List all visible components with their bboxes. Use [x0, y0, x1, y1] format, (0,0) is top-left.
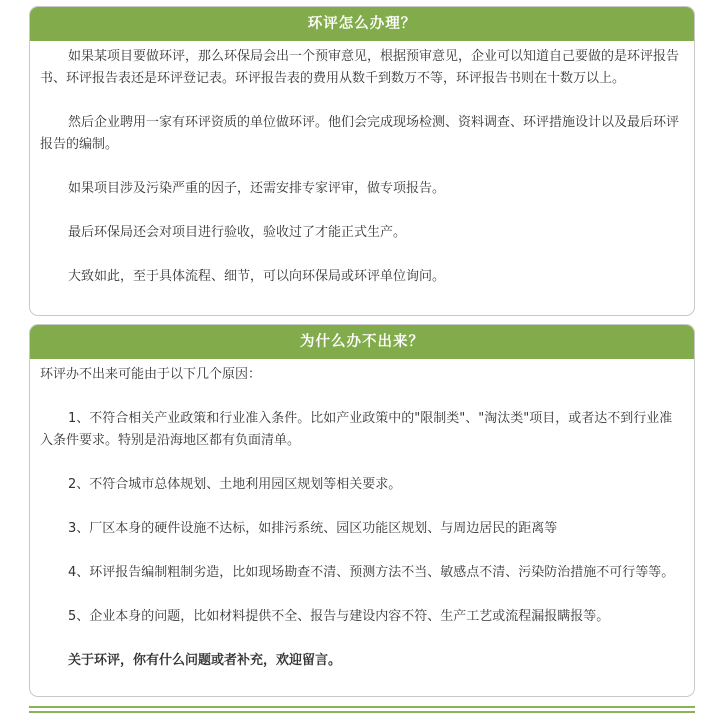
intro-paragraph: 环评办不出来可能由于以下几个原因： — [40, 367, 262, 382]
paragraph: 如果某项目要做环评，那么环保局会出一个预审意见，根据预审意见，企业可以知道自己要做的是环评报告书、环评报告表还是环评登记表。环评报告表的费用从数千到数万不等，环评报告书则在十数万以上。 — [40, 49, 680, 86]
how-to-apply-panel — [29, 6, 695, 316]
why-rejected-body — [30, 359, 694, 672]
closing-note: 关于环评，你有什么问题或者补充，欢迎留言。 — [68, 653, 342, 668]
reason-item: 3、厂区本身的硬件设施不达标，如排污系统、园区功能区规划、与周边居民的距离等 — [68, 521, 558, 536]
reason-item: 2、不符合城市总体规划、土地利用园区规划等相关要求。 — [68, 477, 402, 492]
paragraph: 大致如此，至于具体流程、细节，可以向环保局或环评单位询问。 — [68, 269, 446, 284]
paragraph: 最后环保局还会对项目进行验收，验收过了才能正式生产。 — [68, 225, 407, 240]
footer-divider-bottom — [29, 711, 695, 713]
footer-divider-top — [29, 706, 695, 708]
how-to-apply-body — [30, 41, 694, 288]
how-to-apply-title: 环评怎么办理？ — [30, 7, 694, 41]
why-rejected-title: 为什么办不出来？ — [30, 325, 694, 359]
why-rejected-panel — [29, 324, 695, 697]
reason-item: 5、企业本身的问题，比如材料提供不全、报告与建设内容不符、生产工艺或流程漏报瞒报等。 — [68, 609, 610, 624]
paragraph: 然后企业聘用一家有环评资质的单位做环评。他们会完成现场检测、资料调查、环评措施设计以及最后环评报告的编制。 — [40, 115, 680, 152]
reason-item: 1、不符合相关产业政策和行业准入条件。比如产业政策中的"限制类"、"淘汰类"项目，或者达不到行业准入条件要求。特别是沿海地区都有负面清单。 — [40, 411, 673, 448]
paragraph: 如果项目涉及污染严重的因子，还需安排专家评审，做专项报告。 — [68, 181, 446, 196]
reason-item: 4、环评报告编制粗制劣造，比如现场勘查不清、预测方法不当、敏感点不清、污染防治措施不可行等等。 — [68, 565, 675, 580]
